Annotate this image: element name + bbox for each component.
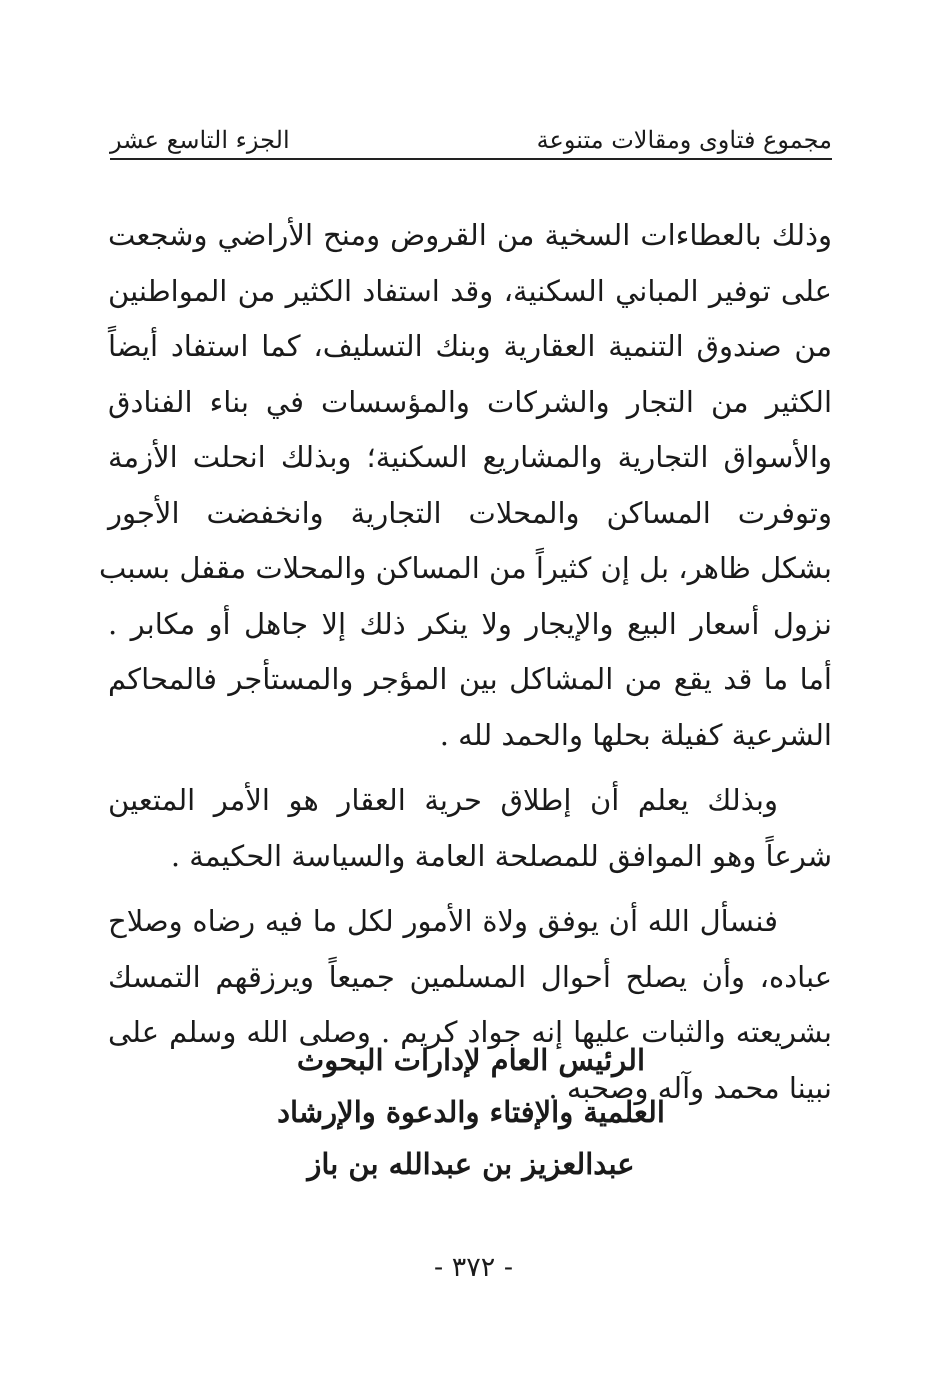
paragraph-line: عباده، وأن يصلح أحوال المسلمين جميعاً ويرزقهم التمسك [108,959,832,994]
paragraph-line: شرعاً وهو الموافق للمصلحة العامة والسياسة الحكيمة . [170,838,832,873]
page-number: - ٣٧٢ - [434,1252,513,1283]
signature-name: عبدالعزيز بن عبدالله بن باز [307,1147,635,1181]
paragraph-line: وذلك بالعطاءات السخية من القروض ومنح الأراضي وشجعت [108,218,832,252]
signature-title-line-1: الرئيس العام لإدارات البحوث [296,1043,646,1077]
running-header [110,112,832,154]
paragraph-line: الكثير من التجار والشركات والمؤسسات في بناء الفنادق [108,384,832,419]
body-text [98,208,832,1126]
paragraph [98,208,832,763]
book-title: مجموع فتاوى ومقالات متنوعة [536,126,832,154]
paragraph-line: وتوفرت المساكن والمحلات التجارية وانخفضت الأجور [108,495,832,530]
paragraph-line: بشريعته والثبات عليها إنه جواد كريم . وصلى الله وسلم على [108,1015,832,1049]
signature-block [110,1034,832,1190]
paragraph-line: من صندوق التنمية العقارية وبنك التسليف، كما استفاد أيضاً [108,329,832,363]
paragraph-line: نزول أسعار البيع والإيجار ولا ينكر ذلك إلا جاهل أو مكابر . [108,606,832,641]
volume-label: الجزء التاسع عشر [110,126,290,154]
paragraph-line: والأسواق التجارية والمشاريع السكنية؛ وبذلك انحلت الأزمة [108,440,832,474]
paragraph-line: أما ما قد يقع من المشاكل بين المؤجر والمستأجر فالمحاكم [108,662,832,696]
header-divider [110,158,832,160]
paragraph-line: على توفير المباني السكنية، وقد استفاد الكثير من المواطنين [108,273,832,308]
signature-title-line-2: العلمية والإفتاء والدعوة والإرشاد [277,1095,665,1129]
paragraph [108,773,832,884]
paragraph-line: فنسأل الله أن يوفق ولاة الأمور لكل ما فيه رضاه وصلاح [108,904,778,938]
paragraph-line: الشرعية كفيلة بحلها والحمد لله . [439,717,832,752]
paragraph-line: بشكل ظاهر، بل إن كثيراً من المساكن والمحلات مقفل بسبب [98,551,832,585]
paragraph-line: وبذلك يعلم أن إطلاق حرية العقار هو الأمر المتعين [108,783,778,817]
paragraph-line: نبينا محمد وآله وصحبه . [548,1070,832,1105]
